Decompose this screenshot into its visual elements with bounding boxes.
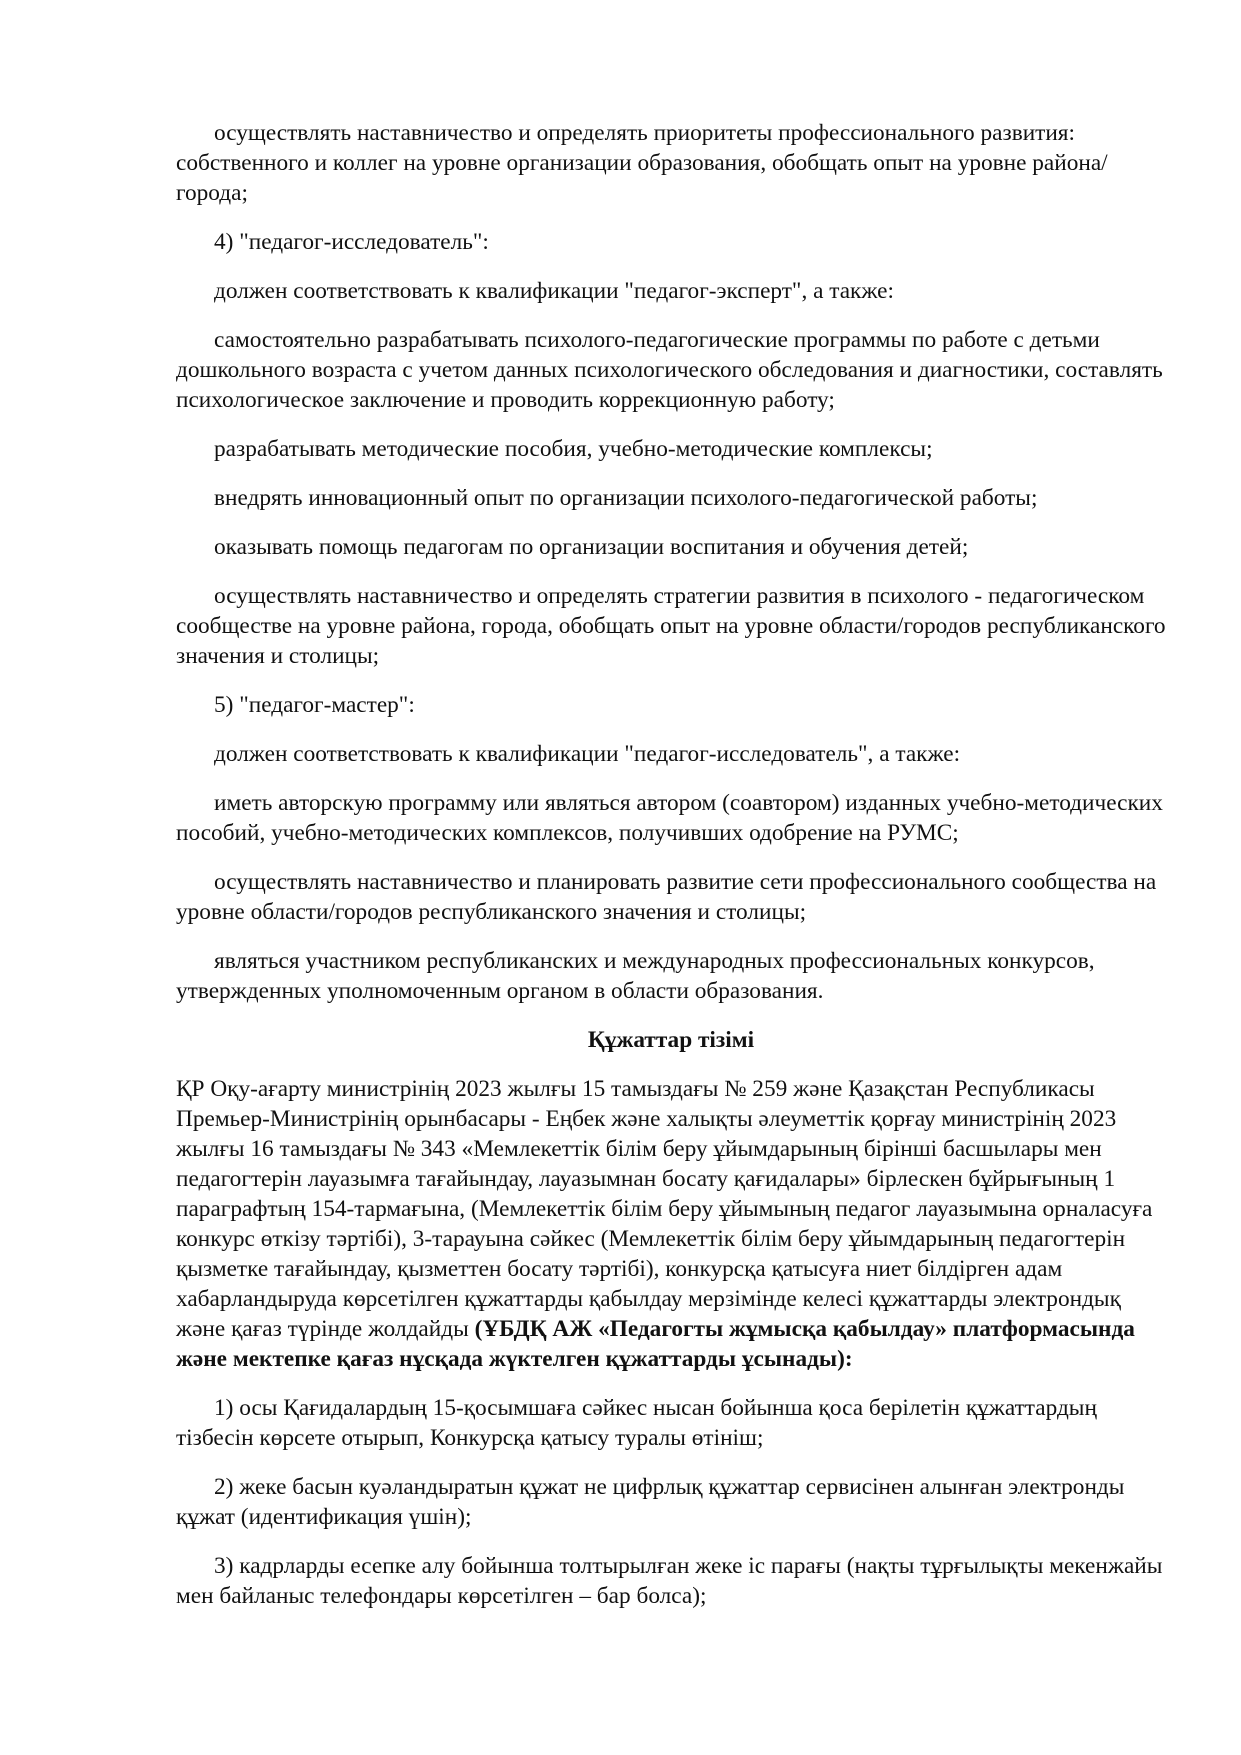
paragraph: оказывать помощь педагогам по организации воспитания и обучения детей;	[214, 534, 969, 560]
paragraph: иметь авторскую программу или являться автором (соавтором) изданных учебно-методических пособий, учебно-методических комплексов, получивших одобрение на РУМС;	[176, 790, 1163, 846]
paragraph: должен соответствовать к квалификации "педагог-исследователь", а также:	[214, 741, 961, 767]
intro-text: ҚР Оқу-ағарту министрінің 2023 жылғы 15 тамыздағы № 259 және Қазақстан Республикасы Премьер-Министрінің орынбасары - Еңбек және халықты әлеуметтік қорғау министрінің 2023 жылғы 16 тамыздағы № 343 «Мемлекеттік білім беру ұйымдарының бірінші басшылары мен педагогтерін лауазымға тағайындау, лауазымнан босату қағидалары» бірлескен бұйрығының 1 параграфтың 154-тармағына, (Мемлекеттік білім беру ұйымының педагог лауазымына орналасуға конкурс өткізу тәртібі), 3-тарауына сәйкес (Мемлекеттік білім беру ұйымдарының педагогтерін қызметке тағайындау, қызметтен босату тәртібі), конкурсқа қатысуға ниет білдірген адам хабарландыруда көрсетілген құжаттарды қабылдау мерзімінде келесі құжаттарды электрондық және қағаз түрінде жолдайды	[176, 1076, 1153, 1342]
paragraph: должен соответствовать к квалификации "педагог-эксперт", а также:	[214, 278, 894, 304]
paragraph: 5) "педагог-мастер":	[214, 692, 415, 718]
paragraph: осуществлять наставничество и определять стратегии развития в психолого - педагогическом сообществе на уровне района, города, обобщать опыт на уровне области/городов республиканского значения и столицы;	[176, 583, 1166, 669]
intro-paragraph	[176, 1074, 1166, 1374]
list-item: 1) осы Қағидалардың 15-қосымшаға сәйкес нысан бойынша қоса берілетін құжаттардың тізбесін көрсете отырып, Конкурсқа қатысу туралы өтініш;	[176, 1395, 1097, 1451]
paragraph: 4) "педагог-исследователь":	[214, 229, 489, 255]
paragraph: самостоятельно разрабатывать психолого-педагогические программы по работе с детьми дошкольного возраста с учетом данных психологического обследования и диагностики, составлять психологическое заключение и проводить коррекционную работу;	[176, 327, 1163, 413]
list-item: 2) жеке басын куәландыратын құжат не цифрлық құжаттар сервисінен алынған электронды құжат (идентификация үшін);	[176, 1474, 1125, 1530]
paragraph: разрабатывать методические пособия, учебно-методические комплексы;	[214, 436, 933, 462]
paragraph: осуществлять наставничество и определять приоритеты профессионального развития: собственного и коллег на уровне организации образования, обобщать опыт на уровне района/города;	[176, 120, 1108, 206]
section-heading: Құжаттар тізімі	[587, 1027, 755, 1053]
paragraph: являться участником республиканских и международных профессиональных конкурсов, утвержденных уполномоченным органом в области образования.	[176, 948, 1095, 1004]
paragraph: осуществлять наставничество и планировать развитие сети профессионального сообщества на уровне области/городов республиканского значения и столицы;	[176, 869, 1157, 925]
list-item: 3) кадрларды есепке алу бойынша толтырылған жеке іс парағы (нақты тұрғылықты мекенжайы мен байланыс телефондары көрсетілген – бар болса);	[176, 1553, 1163, 1609]
intro-bold-text: (ҰБДҚ АЖ «Педагогты жұмысқа қабылдау» платформасында және мектепке қағаз нұсқада жүктелген құжаттарды ұсынады):	[176, 1316, 1135, 1372]
paragraph: внедрять инновационный опыт по организации психолого-педагогической работы;	[214, 485, 1038, 511]
document-page	[176, 118, 1166, 1630]
